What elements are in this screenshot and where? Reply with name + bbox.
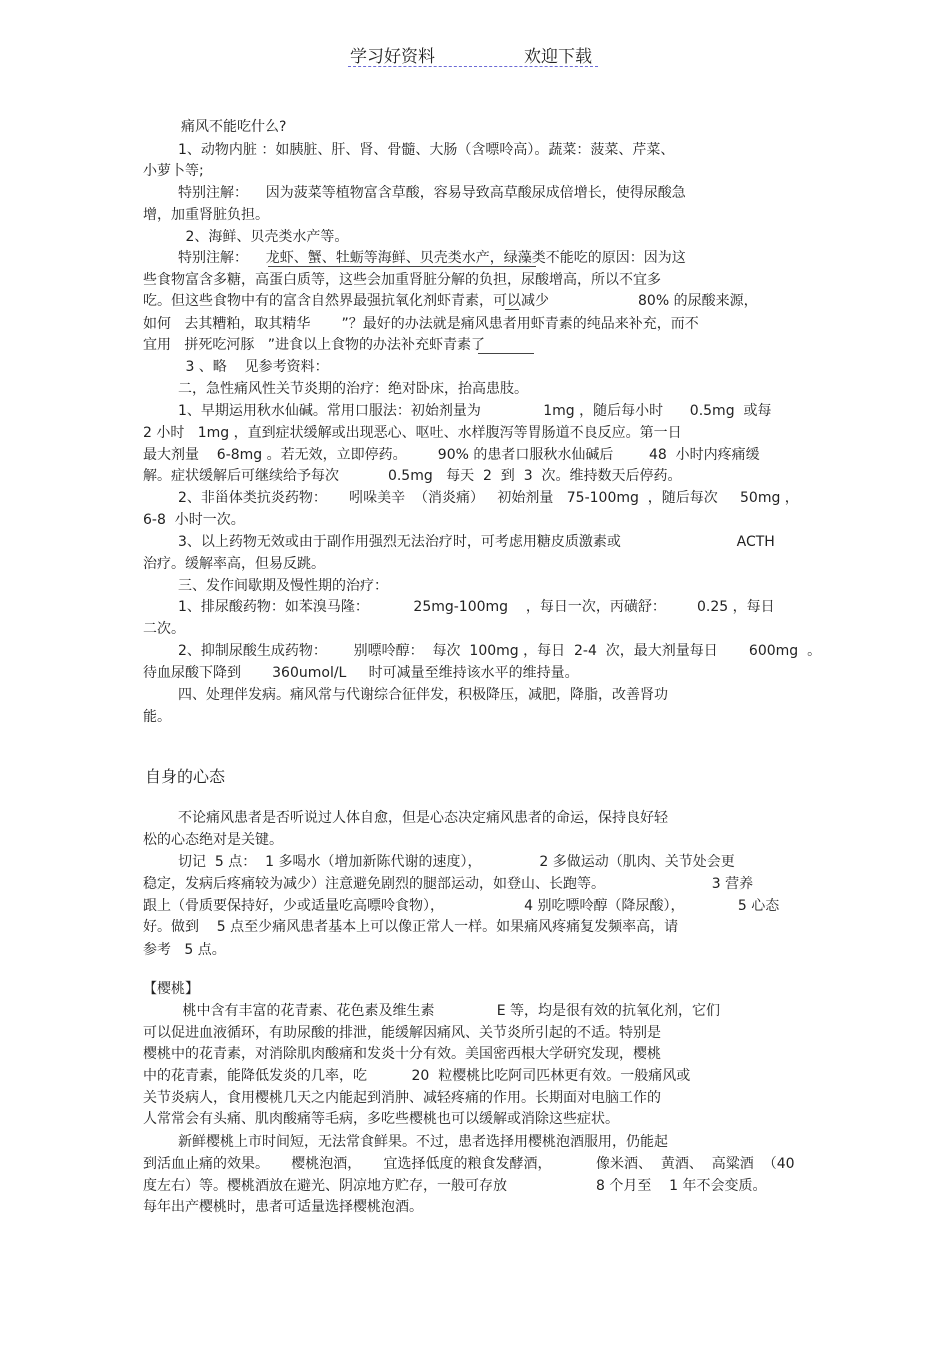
text-line: 1、排尿酸药物：如苯溴马隆： 25mg-100mg ，每日一次，丙磺舒： 0.25 ，每日 <box>178 599 775 615</box>
text-line: 2、海鲜、贝壳类水产等。 <box>181 229 349 245</box>
text-line: 特别注解： 龙虾、蟹、牡蛎等海鲜、贝壳类水产，绿藻类不能吃的原因：因为这 <box>178 250 686 266</box>
text-line: 3、以上药物无效或由于副作用强烈无法治疗时，可考虑用糖皮质激素或 ACTH <box>178 534 775 550</box>
text-line: 宜用 拼死吃河豚 ”进食以上食物的办法补充虾青素了 <box>143 337 485 353</box>
section-heading: 自身的心态 <box>145 767 226 786</box>
text-line: 增，加重肾脏负担。 <box>143 207 269 223</box>
text-line: 切记 5 点： 1 多喝水（增加新陈代谢的速度）， 2 多做运动（肌肉、关节处会更 <box>178 854 735 870</box>
text-line: 些食物富含多糖，高蛋白质等，这些会加重肾脏分解的负担，尿酸增高，所以不宜多 <box>143 272 661 288</box>
text-line: 治疗。缓解率高，但易反跳。 <box>143 556 325 572</box>
text-line: 三、发作间歇期及慢性期的治疗： <box>178 578 388 594</box>
text-line: 2、非甾体类抗炎药物： 吲哚美辛 （消炎痛） 初始剂量 75-100mg ，随后每次 50mg ， <box>178 490 799 506</box>
text-line: 稳定，发病后疼痛较为减少）注意避免剧烈的腿部运动，如登山、长跑等。 3 营养 <box>143 876 754 892</box>
text-line: 6-8 小时一次。 <box>143 512 245 528</box>
text-line: 二，急性痛风性关节炎期的治疗：绝对卧床，抬高患肢。 <box>178 381 528 397</box>
text-line: 四、处理伴发病。痛风常与代谢综合征伴发，积极降压，减肥，降脂，改善肾功 <box>178 687 668 703</box>
text-line: 1、早期运用秋水仙碱。常用口服法：初始剂量为 1mg ，随后每小时 0.5mg 或每 <box>178 403 772 419</box>
text-line: 好。做到 5 点至少痛风患者基本上可以像正常人一样。如果痛风疼痛复发频率高，请 <box>143 919 679 935</box>
text-line: 痛风不能吃什么? <box>181 119 287 135</box>
text-line: 2 小时 1mg ，直到症状缓解或出现恶心、呕吐、水样腹泻等胃肠道不良反应。第一日 <box>143 425 682 441</box>
text-line: 2、抑制尿酸生成药物： 别嘌呤醇： 每次 100mg ，每日 2-4 次，最大剂量每日 600mg 。 <box>178 643 822 659</box>
text-line: 【樱桃】 <box>143 981 199 997</box>
header-left-text: 学习好资料 <box>350 47 435 67</box>
text-line: 二次。 <box>143 621 185 637</box>
text-line: 桃中含有丰富的花青素、花色素及维生素 E 等，均是很有效的抗氧化剂，它们 <box>178 1003 721 1019</box>
text-line: 到活血止痛的效果。 樱桃泡酒， 宜选择低度的粮食发酵酒， 像米酒、 黄酒、 高粱酒 （40 <box>143 1156 795 1172</box>
text-line: 松的心态绝对是关键。 <box>143 832 283 848</box>
text-line: 待血尿酸下降到 360umol/L 时可减量至维持该水平的维持量。 <box>143 665 579 681</box>
text-line: 关节炎病人，食用樱桃几天之内能起到消肿、减轻疼痛的作用。长期面对电脑工作的 <box>143 1090 661 1106</box>
text-line: 可以促进血液循环，有助尿酸的排泄，能缓解因痛风、关节炎所引起的不适。特别是 <box>143 1025 661 1041</box>
text-line: 樱桃中的花青素，对消除肌肉酸痛和发炎十分有效。美国密西根大学研究发现，樱桃 <box>143 1046 661 1062</box>
text-line: 不论痛风患者是否听说过人体自愈，但是心态决定痛风患者的命运，保持良好轻 <box>178 810 668 826</box>
text-line: 度左右）等。樱桃酒放在避光、阴凉地方贮存，一般可存放 8 个月至 1 年不会变质。 <box>143 1178 767 1194</box>
underline-mark <box>505 309 519 310</box>
text-line: 新鲜樱桃上市时间短，无法常食鲜果。不过，患者选择用樱桃泡酒服用，仍能起 <box>178 1134 668 1150</box>
page-header <box>348 40 598 67</box>
text-line: 吃。但这些食物中有的富含自然界最强抗氧化剂虾青素，可以减少 80% 的尿酸来源， <box>143 293 758 309</box>
text-line: 能。 <box>143 709 171 725</box>
underline-mark <box>478 353 534 354</box>
text-line: 参考 5 点。 <box>143 942 226 958</box>
text-line: 如何 去其糟粕，取其精华 ”？最好的办法就是痛风患者用虾青素的纯品来补充，而不 <box>143 316 699 332</box>
text-line: 跟上（骨质要保持好，少或适量吃高嘌呤食物）， 4 别吃嘌呤醇（降尿酸）， 5 心态 <box>143 898 780 914</box>
text-line: 最大剂量 6-8mg 。若无效，立即停药。 90% 的患者口服秋水仙碱后 48 小时内疼痛缓 <box>143 447 760 463</box>
text-line: 3 、略 见参考资料： <box>181 359 329 375</box>
text-line: 特别注解： 因为菠菜等植物富含草酸，容易导致高草酸尿成倍增长，使得尿酸急 <box>178 185 686 201</box>
underline-mark <box>268 266 536 267</box>
text-line: 1、动物内脏 ：如胰脏、肝、肾、骨髓、大肠（含嘌呤高）。蔬菜：菠菜、芹菜、 <box>178 142 675 158</box>
text-line: 解。症状缓解后可继续给予每次 0.5mg 每天 2 到 3 次。维持数天后停药。 <box>143 468 682 484</box>
text-line: 中的花青素，能降低发炎的几率，吃 20 粒樱桃比吃阿司匹林更有效。一般痛风或 <box>143 1068 691 1084</box>
header-right-text: 欢迎下载 <box>524 47 592 67</box>
text-line: 人常常会有头痛、肌肉酸痛等毛病，多吃些樱桃也可以缓解或消除这些症状。 <box>143 1111 619 1127</box>
text-line: 每年出产樱桃时，患者可适量选择樱桃泡酒。 <box>143 1199 423 1215</box>
text-line: 小萝卜等; <box>143 163 204 179</box>
